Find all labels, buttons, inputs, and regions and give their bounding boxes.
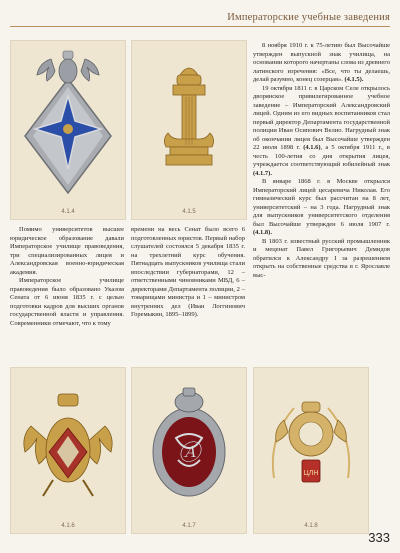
badge-image-eagle-shield <box>254 368 368 518</box>
right-paragraph-1-text: 8 ноября 1910 г. к 75-летию был Высочайше утвержден выпускной знак училища, на основании которого начертаны слова из древнего латинского изречения: «Все, что ты делаешь, делай разумно, конец созерцая». <box>253 42 390 83</box>
page-number: 333 <box>368 530 390 545</box>
badge-panel-4-1-5 <box>131 40 247 220</box>
right-paragraph-4 <box>253 238 390 281</box>
right-paragraph-3-text: В январе 1868 г. в Москве открылся Императорский лицей цесаревича Николая. Его гимназический курс был рассчитан на 8 лет, университетский – на 3 года. Нагрудный знак для выпускников университетского отделения был Высочайше утвержден 6 июля 1907 г. <box>253 178 390 228</box>
running-title: Императорские учебные заведения <box>227 12 390 23</box>
right-paragraph-1 <box>253 42 390 85</box>
svg-text:Ⓐ: Ⓐ <box>177 440 201 465</box>
badge-panel-4-1-7 <box>131 367 247 534</box>
right-paragraph-2 <box>253 85 390 179</box>
middle-paragraph-1: времени на весь Сенат было всего 6 подготовленных юристов. Первый набор слушателей состоялся 5 декабря 1835 г. на трехлетний курс обучения. Пятнадцать выпускников училища стали впоследствии губернаторами, 12 – ответственными чиновниками МВД, 6 – директорами Департамента полиции, 2 – товарищами министра и 1 – министром внутренних дел (Иван Логгинович Горемыкин, 1895–1899). <box>131 226 245 318</box>
badge-image-wreath <box>132 368 246 518</box>
right-paragraph-4-text: В 1803 г. известный русский промышленник и меценат Павел Григорьевич Демидов обратился к Александру I за разрешением открыть на собственные средства в г. Ярославле выс- <box>253 237 390 279</box>
badge-panel-4-1-4 <box>10 40 126 220</box>
figure-ref-4-1-5: (4.1.5). <box>344 76 364 83</box>
right-text-column <box>253 42 390 280</box>
page-header <box>0 0 400 30</box>
right-paragraph-2-text: 19 октября 1811 г. в Царском Селе открылось дворянское привилегированное учебное заведение – Императорский Александровский лицей. Одним из его видных воспитанников стал первый директор Департамента государственной полиции Иван Осипович Велио. Нагрудный знак об окончании лицея был Высочайше утвержден 22 июля 1898 г. <box>253 84 390 151</box>
caption-4-1-6: 4.1.6 <box>61 523 75 529</box>
left-paragraph-1: Помимо университетов высшее юридическое образование давали Императорское училище правоведения, три специализированных лицея и Александровская военно-юридическая академия. <box>10 226 124 276</box>
caption-4-1-5: 4.1.5 <box>182 209 196 215</box>
figure-ref-4-1-6: (4.1.6) <box>303 144 321 151</box>
caption-4-1-7: 4.1.7 <box>182 523 196 529</box>
header-rule <box>10 26 390 27</box>
right-paragraph-2-text-2: , а 5 октября 1911 г., в честь 100-летия со дня открытия лицея, учреждается соответствующий юбилейный знак <box>253 144 390 168</box>
badge-image-eagle <box>11 368 125 518</box>
badge-image-cross <box>11 41 125 206</box>
right-paragraph-3 <box>253 178 390 238</box>
svg-text:ЦЛН: ЦЛН <box>303 470 319 477</box>
badge-panel-4-1-8 <box>253 367 369 534</box>
badge-panel-4-1-6 <box>10 367 126 534</box>
caption-4-1-4: 4.1.4 <box>61 209 75 215</box>
left-paragraph-2: Императорское училище правоведения было образовано Указом Сената от 6 июня 1835 г. с целью подготовки кадров для высших органов государственной власти и управления. Современники отмечают, что к тому <box>10 277 124 327</box>
caption-4-1-8: 4.1.8 <box>304 523 318 529</box>
middle-text-column <box>131 226 245 320</box>
figure-ref-4-1-8: (4.1.8). <box>253 229 272 236</box>
figure-ref-4-1-7: (4.1.7). <box>253 169 272 177</box>
left-text-column <box>10 226 124 328</box>
badge-image-column <box>132 41 246 206</box>
